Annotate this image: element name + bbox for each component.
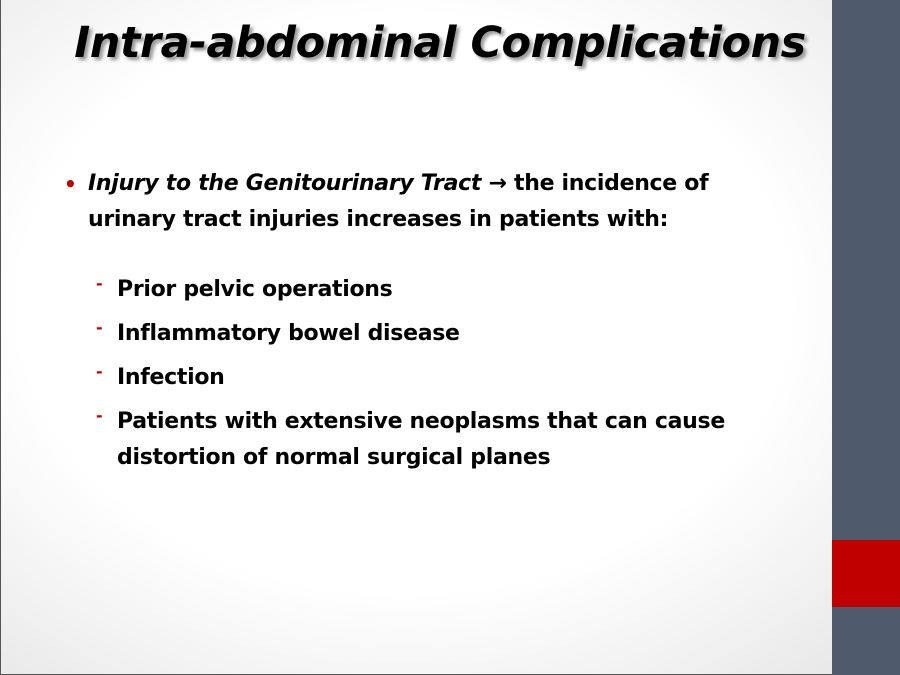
sub-bullet-item [96,316,800,352]
bullet-topic: Injury to the Genitourinary Tract [88,171,482,196]
dash-icon: - [96,362,103,381]
arrow-icon: → [488,171,507,196]
main-bullet [60,166,800,238]
bullet-dot-icon: • [64,172,77,196]
sub-bullet-item [96,404,800,476]
sub-bullet-item [96,272,800,308]
slide-title: Intra-abdominal Complications [74,18,806,68]
dash-icon: - [96,318,103,337]
dash-icon: - [96,274,103,293]
bullet-text: the incidence of urinary tract injuries increases in patients with: [88,171,709,232]
dash-icon: - [96,406,103,425]
sub-bullet-text: Infection [117,365,225,390]
sub-bullet-text: Prior pelvic operations [117,277,393,302]
slide-content [60,166,800,484]
slide-left-border [0,0,1,675]
sub-bullet-text: Inflammatory bowel disease [117,321,460,346]
sub-bullet-text: Patients with extensive neoplasms that can cause distortion of normal surgical planes [117,409,725,470]
sub-bullet-list [60,272,800,476]
sub-bullet-item [96,360,800,396]
side-accent-block [832,540,900,607]
